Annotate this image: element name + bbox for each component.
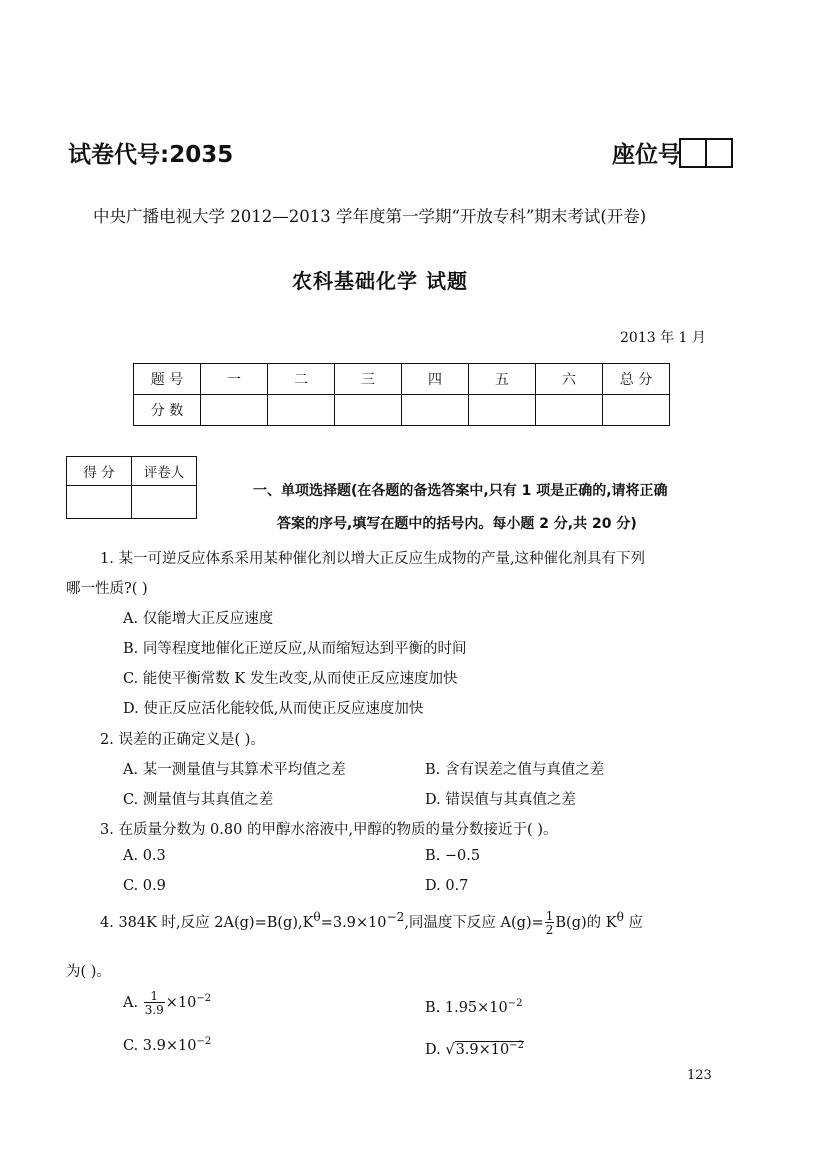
q4-stem-part2: =3.9×10 xyxy=(320,915,387,931)
q4-b-exp: −2 xyxy=(507,998,523,1009)
q4-a-num: 1 xyxy=(144,990,165,1003)
score-input-1[interactable] xyxy=(201,395,268,426)
q4-exp-1: −2 xyxy=(386,910,405,925)
score-row-label: 分 数 xyxy=(134,395,201,426)
exam-code: 试卷代号:2035 xyxy=(68,142,234,168)
grader-name-header: 评卷人 xyxy=(132,457,197,486)
q2-option-b[interactable]: B. 含有误差之值与真值之差 xyxy=(425,762,605,778)
page-number: 123 xyxy=(687,1068,712,1083)
q4-c-exp: −2 xyxy=(196,1036,212,1047)
score-cell-q6: 六 xyxy=(536,364,603,395)
exam-header: 中央广播电视大学 2012—2013 学年度第一学期“开放专科”期末考试(开卷) xyxy=(93,207,647,226)
q2-option-c[interactable]: C. 测量值与其真值之差 xyxy=(123,792,274,808)
q4-a-prefix: A. xyxy=(123,995,139,1011)
q4-theta-2: θ xyxy=(616,910,624,925)
sqrt-icon: √ xyxy=(445,1041,455,1058)
score-input-total[interactable] xyxy=(603,395,670,426)
q1-option-c[interactable]: C. 能使平衡常数 K 发生改变,从而使正反应速度加快 xyxy=(123,671,458,687)
q4-stem-line2: 为( )。 xyxy=(66,964,111,980)
q3-option-a[interactable]: A. 0.3 xyxy=(123,848,166,864)
seat-box-1[interactable] xyxy=(679,138,707,168)
q4-option-b[interactable] xyxy=(425,998,523,1016)
seat-box-2[interactable] xyxy=(705,138,733,168)
q4-option-a[interactable] xyxy=(123,990,211,1016)
grader-score-header: 得 分 xyxy=(67,457,132,486)
exam-date: 2013 年 1 月 xyxy=(620,330,706,346)
q4-a-tail: ×10 xyxy=(165,995,197,1011)
q4-d-prefix: D. xyxy=(425,1041,441,1058)
q1-stem-line1: 1. 某一可逆反应体系采用某种催化剂以增大正反应生成物的产量,这种催化剂具有下列 xyxy=(100,551,646,567)
q2-stem: 2. 误差的正确定义是( )。 xyxy=(100,732,265,748)
q1-option-b[interactable]: B. 同等程度地催化正逆反应,从而缩短达到平衡的时间 xyxy=(123,641,467,657)
score-cell-q3: 三 xyxy=(335,364,402,395)
q4-c-text: C. 3.9×10 xyxy=(123,1037,197,1054)
q4-option-d[interactable] xyxy=(425,1040,524,1058)
q3-option-c[interactable]: C. 0.9 xyxy=(123,878,166,894)
section1-instruction-line2: 答案的序号,填写在题中的括号内。每小题 2 分,共 20 分) xyxy=(277,516,637,532)
grader-name-input[interactable] xyxy=(132,486,197,519)
q4-frac-den: 2 xyxy=(545,923,554,937)
exam-title: 农科基础化学 试题 xyxy=(292,269,468,293)
score-cell-q5: 五 xyxy=(469,364,536,395)
q4-stem-line1 xyxy=(100,910,643,936)
score-input-6[interactable] xyxy=(536,395,603,426)
score-cell-q1: 一 xyxy=(201,364,268,395)
q4-frac-num: 1 xyxy=(545,909,554,923)
score-input-4[interactable] xyxy=(402,395,469,426)
q4-d-body: 3.9×10 xyxy=(455,1041,510,1058)
seat-label: 座位号 xyxy=(612,142,681,168)
q2-option-a[interactable]: A. 某一测量值与其算术平均值之差 xyxy=(123,762,346,778)
q4-fraction xyxy=(545,910,555,936)
score-table-header-row xyxy=(134,364,670,395)
q1-option-a[interactable]: A. 仅能增大正反应速度 xyxy=(123,611,274,627)
q4-option-c[interactable] xyxy=(123,1036,211,1054)
q4-a-den: 3.9 xyxy=(144,1003,164,1017)
score-cell-q4: 四 xyxy=(402,364,469,395)
q4-a-fraction xyxy=(144,990,165,1016)
seat-number xyxy=(612,136,733,169)
score-cell-label: 题 号 xyxy=(134,364,201,395)
q2-option-d[interactable]: D. 错误值与其真值之差 xyxy=(425,792,576,808)
q3-option-b[interactable]: B. −0.5 xyxy=(425,848,481,864)
q4-stem-part4: B(g)的 K xyxy=(555,915,617,931)
q4-d-radicand xyxy=(455,1041,524,1058)
grader-table xyxy=(66,456,197,519)
q4-theta-1: θ xyxy=(313,910,321,925)
score-input-5[interactable] xyxy=(469,395,536,426)
score-cell-total: 总 分 xyxy=(603,364,670,395)
q1-option-d[interactable]: D. 使正反应活化能较低,从而使正反应速度加快 xyxy=(123,701,424,717)
score-cell-q2: 二 xyxy=(268,364,335,395)
q3-stem: 3. 在质量分数为 0.80 的甲醇水溶液中,甲醇的物质的量分数接近于( )。 xyxy=(100,822,558,838)
score-input-2[interactable] xyxy=(268,395,335,426)
score-table xyxy=(133,363,670,426)
q4-stem-part5: 应 xyxy=(623,915,643,931)
score-input-3[interactable] xyxy=(335,395,402,426)
score-table-score-row xyxy=(134,395,670,426)
q4-a-exp: −2 xyxy=(196,993,212,1005)
section1-instruction-line1: 一、单项选择题(在各题的备选答案中,只有 1 项是正确的,请将正确 xyxy=(253,483,668,499)
q4-d-exp: −2 xyxy=(509,1040,524,1051)
q3-option-d[interactable]: D. 0.7 xyxy=(425,878,469,894)
q1-stem-line2: 哪一性质?( ) xyxy=(66,581,148,597)
q4-b-text: B. 1.95×10 xyxy=(425,999,508,1016)
grader-score-input[interactable] xyxy=(67,486,132,519)
q4-stem-part1: 4. 384K 时,反应 2A(g)=B(g),K xyxy=(100,915,314,931)
q4-stem-part3: ,同温度下反应 A(g)= xyxy=(404,915,544,931)
